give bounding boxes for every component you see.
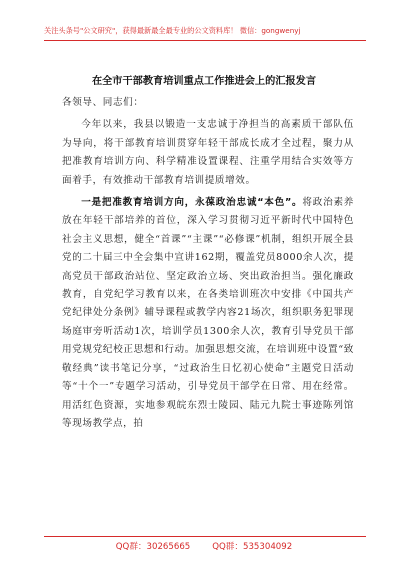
footer (0, 540, 408, 552)
document-body (62, 94, 354, 433)
header-notice: 关注头条号"公文研究"，获得最新最全最专业的公文资料库！ 微信：gongwenyj (44, 26, 301, 35)
document-title: 在全市干部教育培训重点工作推进会上的汇报发言 (91, 76, 317, 87)
section-1-paragraph (62, 194, 354, 433)
footer-qq-group-2: QQ群：535304092 (212, 542, 293, 552)
footer-divider (44, 536, 366, 537)
section-1-body: 将政治素养放在年轻干部培养的首位，深入学习贯彻习近平新时代中国特色社会主义思想，健全“首课”“主课”“必修课”机制，组织开展全县党的二十届三中全会集中宣讲162期，覆盖党员8000余人次，提高党员干部政治站位、坚定政治立场、突出政治担当。强化廉政教育，自党纪学习教育以来，在各类培训班次中安排《中国共产党纪律处分条例》辅导课程或教学内容21场次，组织职务犯罪现场庭审旁听活动1次，培训学员1300余人次，教育引导党员干部用党规党纪校正思想和行动。加强思想交流，在培训班中设置“致敬经典”读书笔记分享，“过政治生日忆初心使命”主题党日活动等“十个一”专题学习活动，引导党员干部学在日常、用在经常。用活红色资源，实地参观皖东烈士陵园、陆元九院士事迹陈列馆等现场教学点，拍 (62, 197, 354, 429)
header-divider (44, 40, 366, 41)
footer-qq-group-1: QQ群：30265665 (115, 542, 191, 552)
intro-paragraph: 今年以来，我县以锻造一支忠诚于净担当的高素质干部队伍为导向，将干部教育培训贯穿年轻干部成长成才全过程，聚力从把准教育培训方向、科学精准设置课程、注重学用结合实效等方面着手，有效推动干部教育培训提质增效。 (62, 119, 354, 186)
salutation: 各领导、同志们： (62, 97, 144, 108)
section-1-lead: 一是把准教育培训方向，永葆政治忠诚“本色”。 (81, 197, 303, 209)
